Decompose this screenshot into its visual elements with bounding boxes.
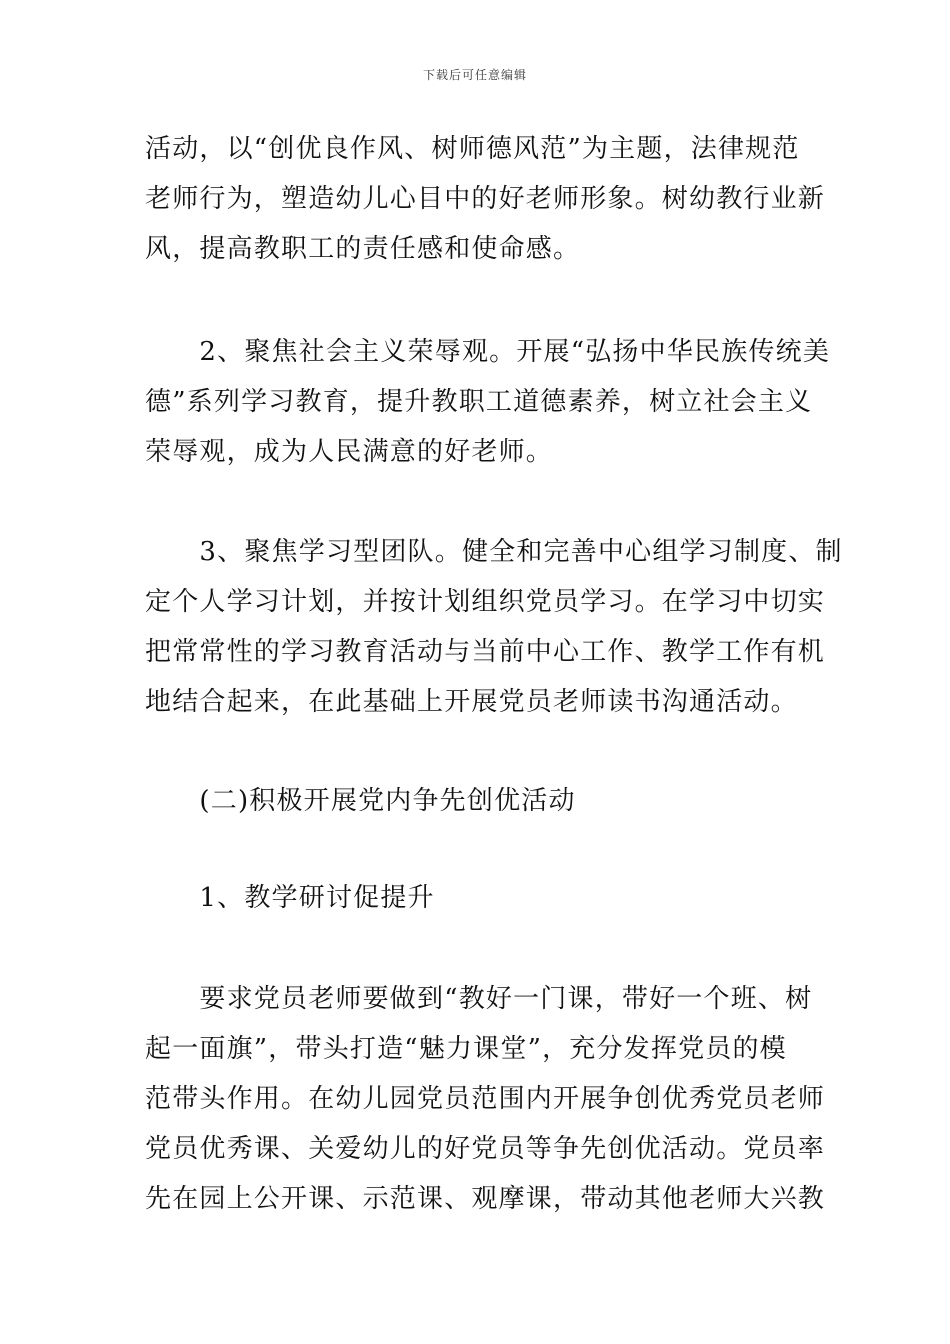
body-line: 把常常性的学习教育活动与当前中心工作、教学工作有机 — [145, 637, 826, 667]
subsection-heading: 1、教学研讨促提升 — [145, 883, 435, 913]
body-line: 地结合起来，在此基础上开展党员老师读书沟通活动。 — [145, 687, 798, 717]
body-line: 风，提高教职工的责任感和使命感。 — [145, 234, 581, 264]
body-line: 德”系列学习教育，提升教职工道德素养，树立社会主义 — [145, 387, 813, 417]
header-note: 下载后可任意编辑 — [422, 68, 527, 82]
section-heading: (二)积极开展党内争先创优活动 — [145, 786, 576, 816]
body-line: 2、聚焦社会主义荣辱观。开展“弘扬中华民族传统美 — [145, 337, 831, 367]
body-line: 范带头作用。在幼儿园党员范围内开展争创优秀党员老师 — [145, 1084, 826, 1114]
body-line: 先在园上公开课、示范课、观摩课，带动其他老师大兴教 — [145, 1184, 826, 1214]
body-line: 定个人学习计划，并按计划组织党员学习。在学习中切实 — [145, 587, 826, 617]
body-line: 起一面旗”，带头打造“魅力课堂”，充分发挥党员的模 — [145, 1034, 787, 1064]
body-line: 党员优秀课、关爱幼儿的好党员等争先创优活动。党员率 — [145, 1134, 826, 1164]
body-line: 3、聚焦学习型团队。健全和完善中心组学习制度、制 — [145, 537, 843, 567]
body-line: 活动，以“创优良作风、树师德风范”为主题，法律规范 — [145, 134, 800, 164]
body-line: 荣辱观，成为人民满意的好老师。 — [145, 437, 554, 467]
body-line: 要求党员老师要做到“教好一门课，带好一个班、树 — [145, 984, 813, 1014]
body-line: 老师行为，塑造幼儿心目中的好老师形象。树幼教行业新 — [145, 184, 826, 214]
